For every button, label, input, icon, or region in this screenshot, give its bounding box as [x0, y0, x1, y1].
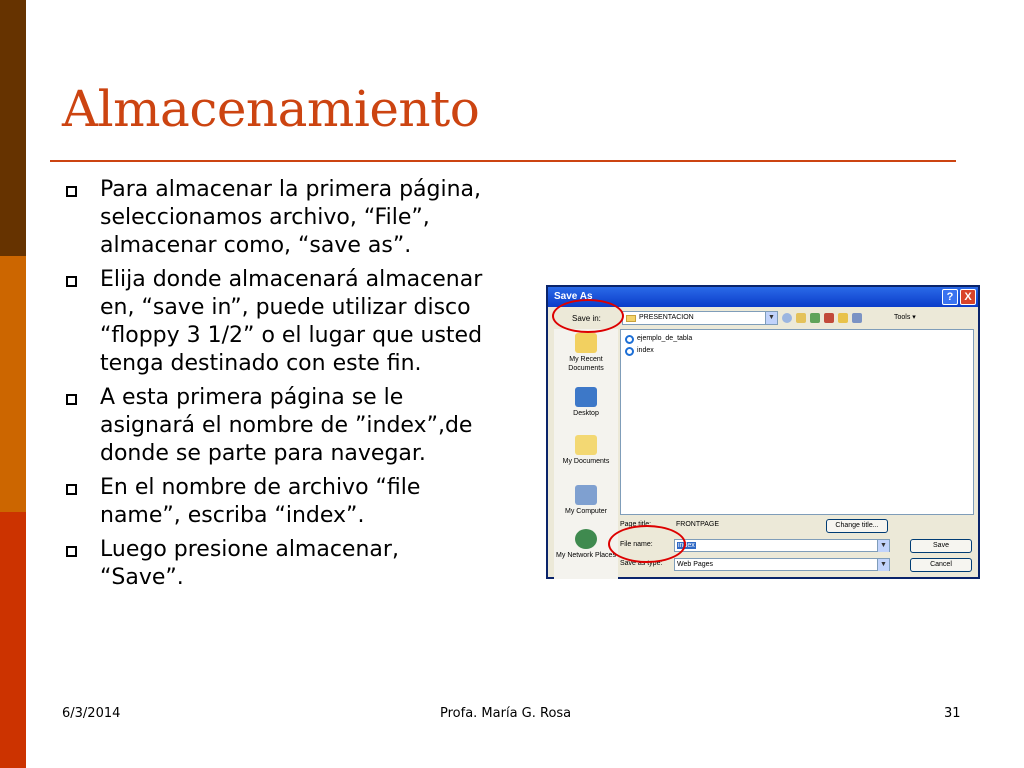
change-title-button[interactable]: Change title...: [826, 519, 888, 533]
my-documents-icon: [575, 435, 597, 455]
close-button[interactable]: X: [960, 289, 976, 305]
place-my-documents[interactable]: [554, 435, 618, 466]
footer-author: Profa. María G. Rosa: [440, 706, 572, 721]
bullet-text: Para almacenar la primera página, seleccionamos archivo, “File”, almacenar como, “save as”.: [100, 177, 482, 258]
delete-icon[interactable]: [824, 313, 834, 323]
file-list[interactable]: [620, 329, 974, 515]
save-as-type-value: Web Pages: [677, 561, 714, 568]
bullet-text: A esta primera página se le asignará el nombre de ”index”,de donde se parte para navegar.: [100, 385, 473, 466]
chevron-down-icon[interactable]: ▼: [877, 540, 889, 552]
square-bullet-icon: [66, 394, 77, 405]
views-icon[interactable]: [852, 313, 862, 323]
bullet-item: [64, 474, 484, 530]
left-accent-bar-top: [0, 0, 26, 256]
square-bullet-icon: [66, 186, 77, 197]
file-name-label: File name:: [620, 541, 653, 548]
page-title-value: FRONTPAGE: [676, 521, 720, 528]
bullet-item: [64, 266, 484, 378]
save-in-select[interactable]: [622, 311, 778, 325]
place-desktop[interactable]: [554, 387, 618, 418]
left-accent-bar-middle: [0, 256, 26, 512]
dialog-title: Save As: [554, 291, 593, 302]
square-bullet-icon: [66, 546, 77, 557]
highlight-ring-save-in: [552, 299, 624, 333]
highlight-ring-file-name: [608, 525, 686, 563]
place-label: My Computer: [564, 508, 607, 515]
folder-icon: [626, 315, 636, 322]
place-label: My Recent Documents: [568, 356, 604, 372]
place-label: My Documents: [562, 458, 610, 465]
file-item[interactable]: [625, 345, 654, 357]
file-item[interactable]: [625, 333, 692, 345]
back-icon[interactable]: [782, 313, 792, 323]
web-page-icon: [625, 347, 634, 356]
title-divider: [50, 160, 956, 162]
place-label: My Network Places: [556, 552, 616, 559]
file-name: index: [637, 347, 654, 354]
left-accent-bar-bottom: [0, 512, 26, 768]
place-my-computer[interactable]: [554, 485, 618, 516]
bullet-text: Luego presione almacenar, “Save”.: [100, 537, 399, 590]
footer-page-number: 31: [944, 706, 961, 721]
desktop-icon: [575, 387, 597, 407]
up-folder-icon[interactable]: [796, 313, 806, 323]
bullet-item: [64, 536, 484, 592]
cancel-button[interactable]: Cancel: [910, 558, 972, 572]
place-recent-documents[interactable]: [554, 333, 618, 373]
file-name-input[interactable]: [674, 539, 890, 552]
new-folder-icon[interactable]: [838, 313, 848, 323]
recent-documents-icon: [575, 333, 597, 353]
chevron-down-icon[interactable]: ▼: [877, 559, 889, 571]
save-in-label: Save in:: [572, 314, 601, 323]
search-web-icon[interactable]: [810, 313, 820, 323]
bullet-text: En el nombre de archivo “file name”, escriba “index”.: [100, 475, 421, 528]
bullet-item: [64, 176, 484, 260]
save-button[interactable]: Save: [910, 539, 972, 553]
square-bullet-icon: [66, 276, 77, 287]
web-page-icon: [625, 335, 634, 344]
bullet-item: [64, 384, 484, 468]
dialog-toolbar: [782, 311, 862, 325]
square-bullet-icon: [66, 484, 77, 495]
save-as-type-select[interactable]: [674, 558, 890, 571]
save-as-type-label: Save as type:: [620, 560, 663, 567]
file-name: ejemplo_de_tabla: [637, 335, 693, 342]
tools-menu[interactable]: Tools ▾: [894, 314, 916, 321]
slide-title: Almacenamiento: [62, 80, 480, 138]
bullet-text: Elija donde almacenará almacenar en, “save in”, puede utilizar disco “floppy 3 1/2” o el lugar que usted tenga destinado con este fin.: [100, 267, 483, 376]
help-button[interactable]: ?: [942, 289, 958, 305]
file-name-value: index: [678, 542, 695, 549]
place-label: Desktop: [573, 410, 599, 417]
save-in-value: PRESENTACION: [639, 314, 694, 321]
network-globe-icon: [575, 529, 597, 549]
page-title-label: Page title:: [620, 521, 652, 528]
footer-date: 6/3/2014: [62, 706, 121, 721]
bullet-list: [64, 176, 484, 598]
my-computer-icon: [575, 485, 597, 505]
chevron-down-icon[interactable]: ▼: [765, 312, 777, 324]
